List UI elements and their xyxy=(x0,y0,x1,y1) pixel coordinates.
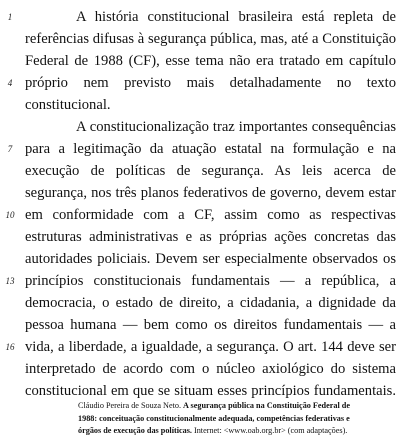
source-citation xyxy=(78,400,394,438)
text-line: constitucional em que se situam esses princípios fundamentais. xyxy=(25,383,396,399)
line-number-1: 1 xyxy=(7,12,13,22)
text-line: A constitucionalização traz importantes consequências xyxy=(76,119,396,135)
source-line-3 xyxy=(78,425,394,438)
text-line: execução de políticas de segurança. As leis acerca de xyxy=(25,163,396,179)
text-line: autoridades policiais. Devem ser especialmente observados os xyxy=(25,251,396,267)
source-title-part-2: 1988: conceituação constitucionalmente adequada, competências federativas e xyxy=(78,413,350,423)
source-title-part-1: A segurança pública na Constituição Federal de xyxy=(183,401,350,410)
source-internet: Internet: <www.oab.org.br> (com adaptações). xyxy=(193,426,348,435)
text-line: democracia, o estado de direito, a cidadania, a dignidade da xyxy=(25,295,396,311)
text-line: vida, a liberdade, a igualdade, a segurança. O art. 144 deve ser xyxy=(25,339,396,355)
text-line: referências difusas à segurança pública, mas, até a Constituição xyxy=(25,31,396,47)
line-number-4: 4 xyxy=(7,78,13,88)
line-number-7: 7 xyxy=(7,144,13,154)
text-line: A história constitucional brasileira está repleta de xyxy=(76,9,396,25)
text-line: constitucional. xyxy=(25,97,111,113)
text-line: pessoa humana — bem como os direitos fundamentais — a xyxy=(25,317,396,333)
source-line-1 xyxy=(78,400,394,413)
text-line: interpretado de acordo com o núcleo axiológico do sistema xyxy=(25,361,396,377)
text-line: para a legitimação da atuação estatal na formulação e na xyxy=(25,141,396,157)
line-number-10: 10 xyxy=(5,210,15,220)
source-title-part-3: órgãos de execução das políticas. xyxy=(78,426,192,435)
source-author: Cláudio Pereira de Souza Neto. xyxy=(78,401,181,410)
text-line: Federal de 1988 (CF), esse tema não era tratado em capítulo xyxy=(25,53,396,69)
line-number-13: 13 xyxy=(5,276,15,286)
text-line: segurança, nos três planos federativos de governo, devem estar xyxy=(25,185,396,201)
text-line: princípios constitucionais fundamentais — a república, a xyxy=(25,273,396,289)
text-line: estruturas administrativas e as próprias ações concretas das xyxy=(25,229,396,245)
line-number-16: 16 xyxy=(5,342,15,352)
text-line: em conformidade com a CF, assim como as respectivas xyxy=(25,207,396,223)
text-line: próprio nem previsto mais detalhadamente no texto xyxy=(25,75,396,91)
